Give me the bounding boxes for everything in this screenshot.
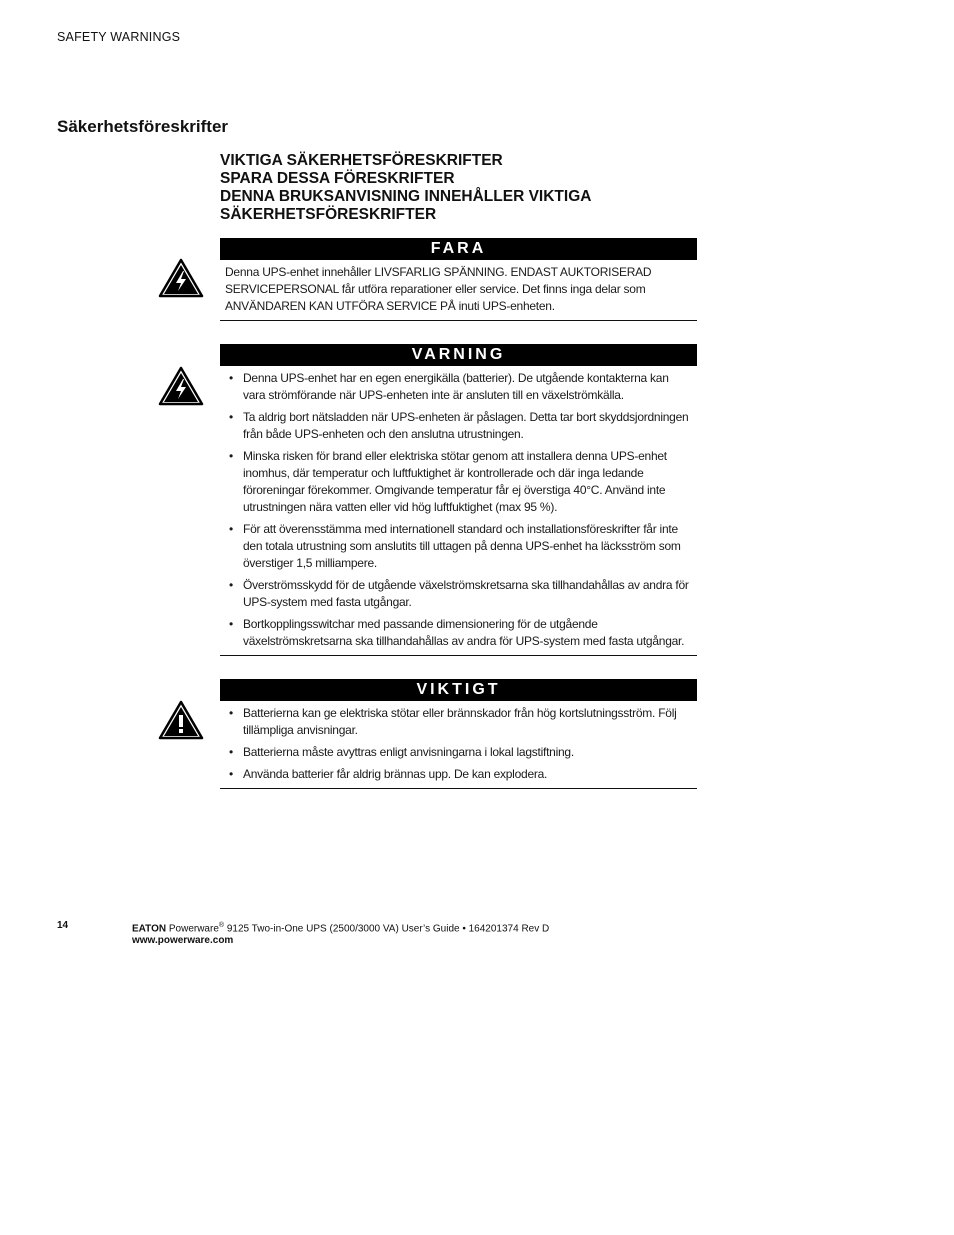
list-item: • Batterierna kan ge elektriska stötar eller brännskador från hög kortslutningsström. Följ tillämpliga anvisningar. <box>225 705 691 739</box>
footer-description: 9125 Two-in-One UPS (2500/3000 VA) User’s Guide • 164201374 Rev D <box>224 923 550 935</box>
warning-header: VARNING <box>220 344 697 366</box>
caution-list <box>225 705 691 783</box>
list-item: • Batterierna måste avyttras enligt anvisningarna i lokal lagstiftning. <box>225 744 691 761</box>
exclamation-warning-icon <box>158 700 204 740</box>
list-item: • För att överensstämma med internationell standard och installationsföreskrifter får inte den totala utrustning som anslutits till uttagen på denna UPS-enhet ha läcksström som överstiger 1,5 milliampere. <box>225 521 691 572</box>
danger-panel <box>220 238 697 321</box>
caution-panel <box>220 679 697 789</box>
important-line: SÄKERHETSFÖRESKRIFTER <box>220 206 437 223</box>
important-notice <box>220 152 700 224</box>
high-voltage-icon <box>158 258 204 298</box>
list-item: • Denna UPS-enhet har en egen energikälla (batterier). De utgående kontakterna kan vara strömförande när UPS-enheten inte är ansluten till en växelströmkälla. <box>225 370 691 404</box>
registered-mark: ® <box>218 922 225 929</box>
caution-header: VIKTIGT <box>220 679 697 701</box>
page-number: 14 <box>57 920 69 931</box>
danger-header: FARA <box>220 238 697 260</box>
danger-text: Denna UPS-enhet innehåller LIVSFARLIG SPÄNNING. ENDAST AUKTORISERAD SERVICEPERSONAL får utföra reparationer eller service. Det finns inga delar som ANVÄNDAREN KAN UTFÖRA SERVICE PÅ inuti UPS-enheten. <box>225 265 652 313</box>
footer-url[interactable]: www.powerware.com <box>132 935 234 947</box>
footer-product: Powerware <box>168 923 219 935</box>
list-item: • Minska risken för brand eller elektriska stötar genom att installera denna UPS-enhet inomhus, där temperatur och luftfuktighet är kontrollerade och där inga ledande föroreningar förekommer. Omgivande temperatur får ej överstiga 40°C. Använd inte utrustningen nära vatten eller vid hög luftfuktighet (max 95 %). <box>225 448 691 516</box>
running-header: SAFETY WARNINGS <box>57 30 181 44</box>
important-line: VIKTIGA SÄKERHETSFÖRESKRIFTER <box>220 152 503 169</box>
important-line: SPARA DESSA FÖRESKRIFTER <box>220 170 455 187</box>
warning-panel <box>220 344 697 656</box>
footer <box>132 920 549 947</box>
list-item: • Överströmsskydd för de utgående växelströmskretsarna ska tillhandahållas av andra för UPS-system med fasta utgångar. <box>225 577 691 611</box>
footer-brand: EATON <box>132 923 167 935</box>
important-line: DENNA BRUKSANVISNING INNEHÅLLER VIKTIGA <box>220 188 592 205</box>
list-item: • Använda batterier får aldrig brännas upp. De kan explodera. <box>225 766 691 783</box>
warning-list <box>225 370 691 650</box>
list-item: • Bortkopplingsswitchar med passande dimensionering för de utgående växelströmskretsarna ska tillhandahållas av andra för UPS-system med fasta utgångar. <box>225 616 691 650</box>
list-item: • Ta aldrig bort nätsladden när UPS-enheten är påslagen. Detta tar bort skyddsjordningen från både UPS-enheten och den anslutna utrustningen. <box>225 409 691 443</box>
section-title: Säkerhetsföreskrifter <box>57 117 229 136</box>
high-voltage-icon <box>158 366 204 406</box>
